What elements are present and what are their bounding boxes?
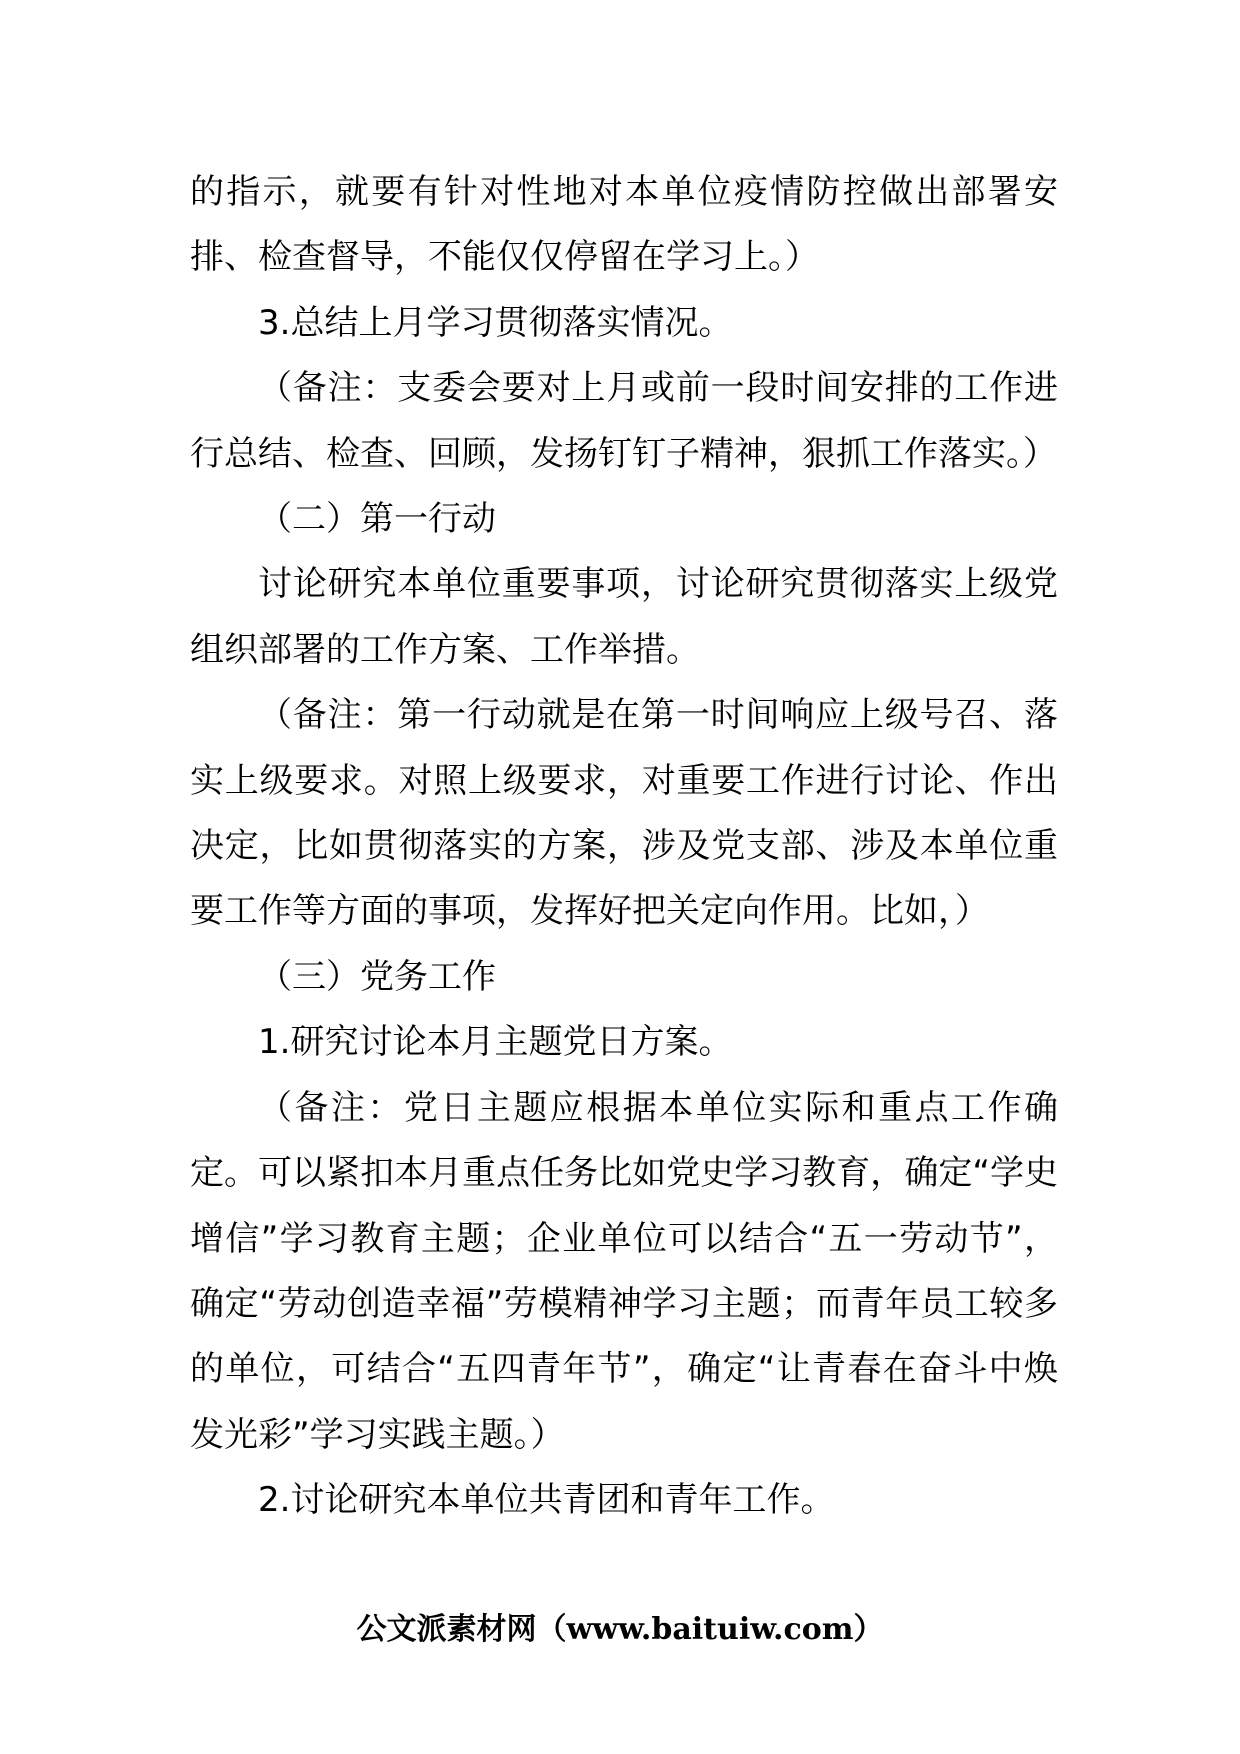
section-heading-3: （三）党务工作 bbox=[258, 956, 496, 997]
paragraph-5: 讨论研究本单位重要事项，讨论研究贯彻落实上级党组织部署的工作方案、工作举措。 bbox=[190, 564, 1058, 670]
paragraph-9: （备注：党日主题应根据本单位实际和重点工作确定。可以紧扣本月重点任务比如党史学习教育，确定“学史增信”学习教育主题；企业单位可以结合“五一劳动节”，确定“劳动创造幸福”劳模精神学习主题；而青年员工较多的单位，可结合“五四青年节”，确定“让青春在奋斗中焕发光彩”学习实践主题。） bbox=[190, 1087, 1058, 1455]
footer-watermark: 公文派素材网（www.baituiw.com） bbox=[356, 1612, 884, 1647]
paragraph-10: 2.讨论研究本单位共青团和青年工作。 bbox=[258, 1480, 835, 1521]
paragraph-6: （备注：第一行动就是在第一时间响应上级号召、落实上级要求。对照上级要求，对重要工作进行讨论、作出决定，比如贯彻落实的方案，涉及党支部、涉及本单位重要工作等方面的事项，发挥好把关定向作用。比如，） bbox=[190, 695, 1058, 932]
paragraph-2: 3.总结上月学习贯彻落实情况。 bbox=[258, 302, 733, 343]
section-heading-2: （二）第一行动 bbox=[258, 499, 496, 540]
document-body bbox=[190, 160, 1058, 1534]
paragraph-3: （备注：支委会要对上月或前一段时间安排的工作进行总结、检查、回顾，发扬钉钉子精神，狠抓工作落实。） bbox=[190, 368, 1058, 474]
paragraph-1: 的指示，就要有针对性地对本单位疫情防控做出部署安排、检查督导，不能仅仅停留在学习上。） bbox=[190, 172, 1058, 278]
paragraph-8: 1.研究讨论本月主题党日方案。 bbox=[258, 1022, 733, 1063]
